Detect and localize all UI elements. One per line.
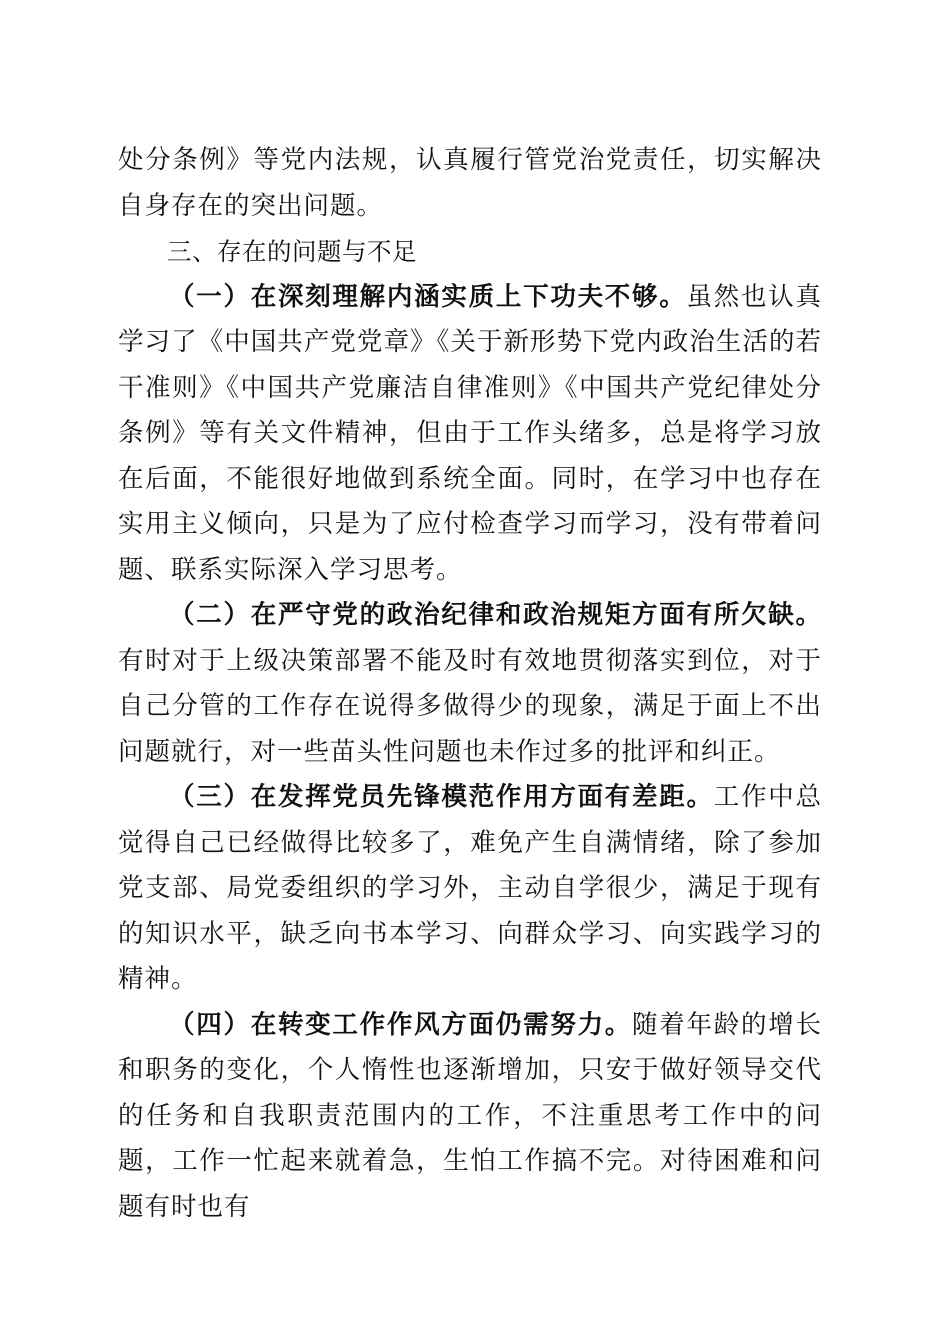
problem-body-4: 随着年龄的增长和职务的变化，个人惰性也逐渐增加，只安于做好领导交代的任务和自我职责范围内的工作，不注重思考工作中的问题，工作一忙起来就着急，生怕工作搞不完。对待困难和问题有时也有 (118, 1009, 822, 1222)
problem-heading-1: （一）在深刻理解内涵实质上下功夫不够。 (169, 281, 687, 312)
problem-heading-4: （四）在转变工作作风方面仍需努力。 (169, 1009, 633, 1040)
continuation-paragraph (118, 138, 822, 229)
problem-body-2: 有时对于上级决策部署不能及时有效地贯彻落实到位，对于自己分管的工作存在说得多做得少的现象，满足于面上不出问题就行，对一些苗头性问题也未作过多的批评和纠正。 (118, 645, 822, 767)
section-heading: 三、存在的问题与不足 (167, 237, 417, 266)
problem-heading-3: （三）在发挥党员先锋模范作用方面有差距。 (169, 782, 714, 812)
problem-paragraph-1 (118, 275, 822, 594)
problem-body-3: 工作中总觉得自己已经做得比较多了，难免产生自满情绪，除了参加党支部、局党委组织的学习外，主动自学很少，满足于现有的知识水平，缺乏向书本学习、向群众学习、向实践学习的精神。 (118, 782, 822, 994)
problem-heading-2: （二）在严守党的政治纪律和政治规矩方面有所欠缺。 (169, 600, 822, 630)
problem-paragraph-2 (118, 593, 822, 775)
problem-body-1: 虽然也认真学习了《中国共产党党章》《关于新形势下党内政治生活的若干准则》《中国共产党廉洁自律准则》《中国共产党纪律处分条例》等有关文件精神，但由于工作头绪多，总是将学习放在后面，不能很好地做到系统全面。同时，在学习中也存在实用主义倾向，只是为了应付检查学习而学习，没有带着问题、联系实际深入学习思考。 (118, 281, 822, 585)
problem-paragraph-4 (118, 1003, 822, 1231)
problem-paragraph-3 (118, 775, 822, 1003)
continuation-text: 处分条例》等党内法规，认真履行管党治党责任，切实解决自身存在的突出问题。 (118, 145, 822, 221)
document-body (118, 138, 822, 1230)
